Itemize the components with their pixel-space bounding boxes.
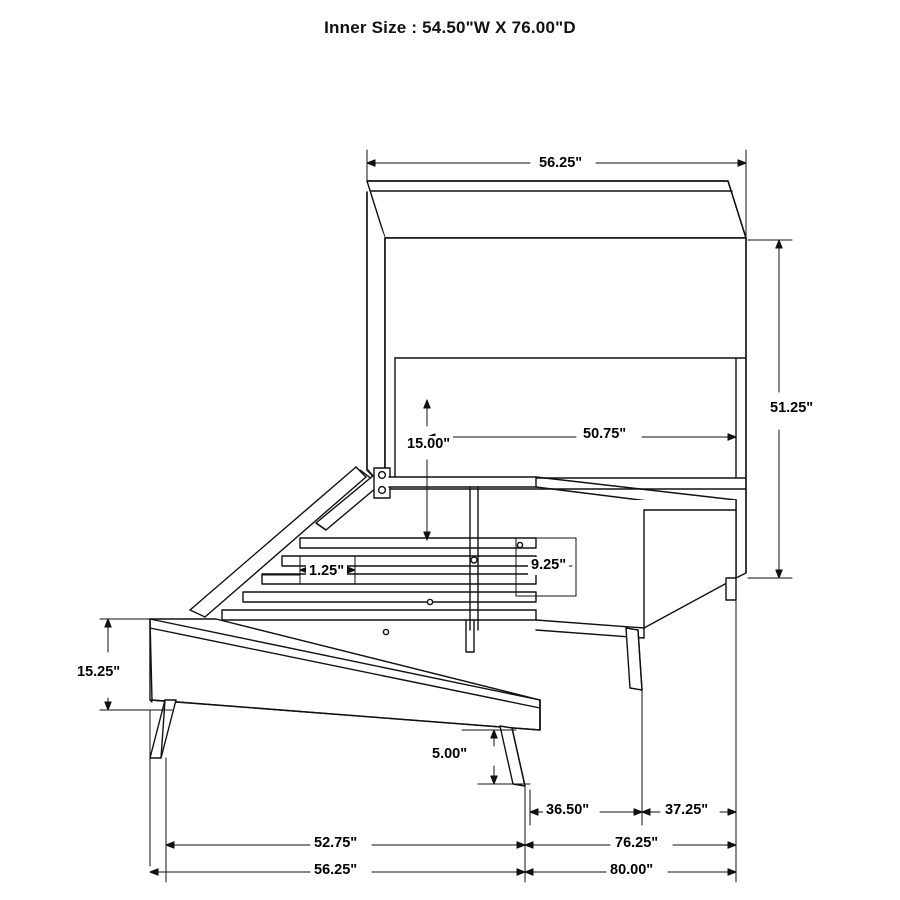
dim-inner-depth: 76.25"	[612, 835, 661, 853]
dim-footboard-leg-depth: 36.50"	[543, 802, 592, 820]
dim-slat-spacing: 9.25"	[528, 557, 569, 575]
footboard	[150, 619, 540, 730]
headboard-top-cap	[367, 181, 746, 238]
page-title: Inner Size : 54.50"W X 76.00"D	[324, 18, 576, 37]
dim-side-rail-depth: 37.25"	[662, 802, 711, 820]
dim-footboard-height: 15.25"	[74, 664, 123, 682]
bed-frame-slats	[190, 467, 736, 652]
dim-overall-depth: 80.00"	[607, 862, 656, 880]
dim-inner-width: 52.75"	[311, 835, 360, 853]
dim-overall-width: 56.25"	[311, 862, 360, 880]
dim-leg-height: 5.00"	[429, 746, 470, 764]
dim-headboard-clearance: 15.00"	[404, 436, 453, 454]
dim-slat-thickness: 1.25"	[306, 563, 347, 581]
dim-headboard-panel-width: 50.75"	[580, 426, 629, 444]
dim-headboard-width-top: 56.25"	[536, 155, 585, 173]
dim-headboard-height: 51.25"	[767, 400, 816, 418]
